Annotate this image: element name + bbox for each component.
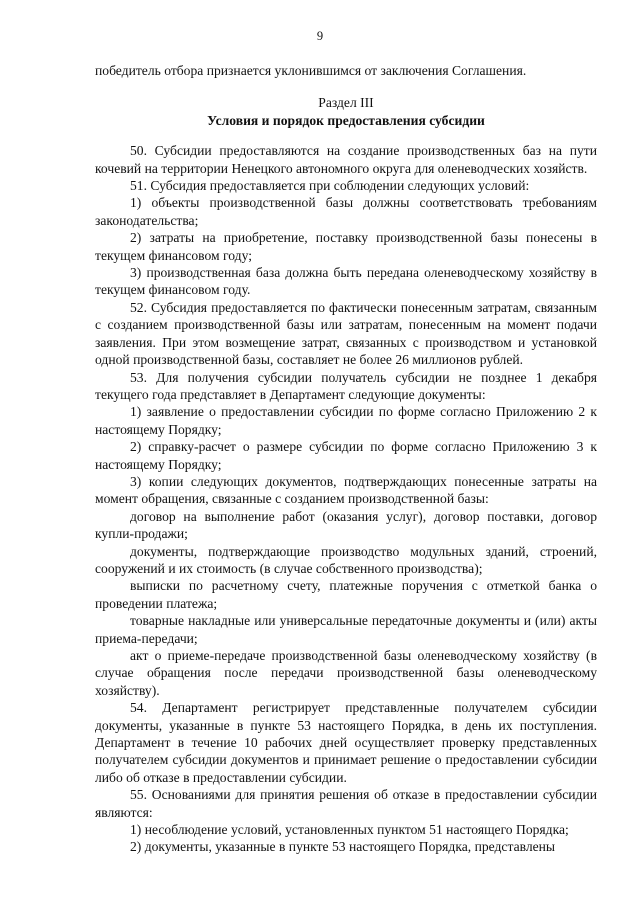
paragraph-53-item-3: 3) копии следующих документов, подтверждающих понесенные затраты на момент обращения, связанные с созданием производственной базы:	[95, 473, 597, 507]
paragraph-51-item-1: 1) объекты производственной базы должны соответствовать требованиям законодательства;	[95, 195, 597, 228]
section-title: Условия и порядок предоставления субсидии	[207, 112, 485, 128]
paragraph-55-item-2: 2) документы, указанные в пункте 53 настоящего Порядка, представлены	[130, 839, 556, 855]
document-list-item-production: документы, подтверждающие производство модульных зданий, строений, сооружений и их стоимость (в случае собственного производства);	[95, 543, 597, 576]
paragraph-50: 50. Субсидии предоставляются на создание производственных баз на пути кочевий на территории Ненецкого автономного округа для оленеводческих хозяйств.	[95, 143, 597, 176]
paragraph-55-item-1: 1) несоблюдение условий, установленных пунктом 51 настоящего Порядка;	[130, 822, 569, 838]
lead-paragraph: победитель отбора признается уклонившимся от заключения Соглашения.	[95, 63, 527, 78]
paragraph-51: 51. Субсидия предоставляется при соблюдении следующих условий:	[130, 178, 530, 194]
document-list-item-bank-statements: выписки по расчетному счету, платежные поручения с отметкой банка о проведении платежа;	[95, 578, 597, 611]
paragraph-53-item-1: 1) заявление о предоставлении субсидии по форме согласно Приложению 2 к настоящему Порядку;	[95, 404, 597, 437]
paragraph-53-item-2: 2) справку-расчет о размере субсидии по форме согласно Приложению 3 к настоящему Порядку;	[95, 439, 597, 472]
document-body	[95, 62, 597, 856]
document-list-item-contract: договор на выполнение работ (оказания услуг), договор поставки, договор купли-продажи;	[95, 508, 597, 542]
page-number: 9	[316, 29, 324, 43]
paragraph-52: 52. Субсидия предоставляется по фактически понесенным затратам, связанным с созданием производственной базы или затратам, понесенным на момент подачи заявления. При этом возмещение затрат, связанных с производством и установкой одной производственной базы, составляет не более 26 миллионов рублей.	[95, 299, 597, 368]
paragraph-55: 55. Основаниями для принятия решения об отказе в предоставлении субсидии являются:	[95, 787, 597, 820]
paragraph-51-item-3: 3) производственная база должна быть передана оленеводческому хозяйству в текущем финансовом году.	[95, 265, 597, 298]
document-list-item-invoices: товарные накладные или универсальные передаточные документы и (или) акты приема-передачи;	[95, 613, 597, 646]
section-label: Раздел III	[318, 95, 374, 111]
paragraph-54: 54. Департамент регистрирует представленные получателем субсидии документы, указанные в пункте 53 настоящего Порядка, в день их поступления. Департамент в течение 10 рабочих дней осуществляет проверку представленных получателем субсидии документов и принимает решение о предоставлении субсидии либо об отказе в предоставлении субсидии.	[95, 700, 597, 785]
paragraph-53: 53. Для получения субсидии получатель субсидии не позднее 1 декабря текущего года представляет в Департамент следующие документы:	[95, 369, 597, 402]
document-list-item-transfer-act: акт о приеме-передаче производственной базы оленеводческому хозяйству (в случае обращения после передачи производственной базы оленеводческому хозяйству).	[95, 648, 597, 698]
paragraph-51-item-2: 2) затраты на приобретение, поставку производственной базы понесены в текущем финансовом году;	[95, 230, 597, 263]
